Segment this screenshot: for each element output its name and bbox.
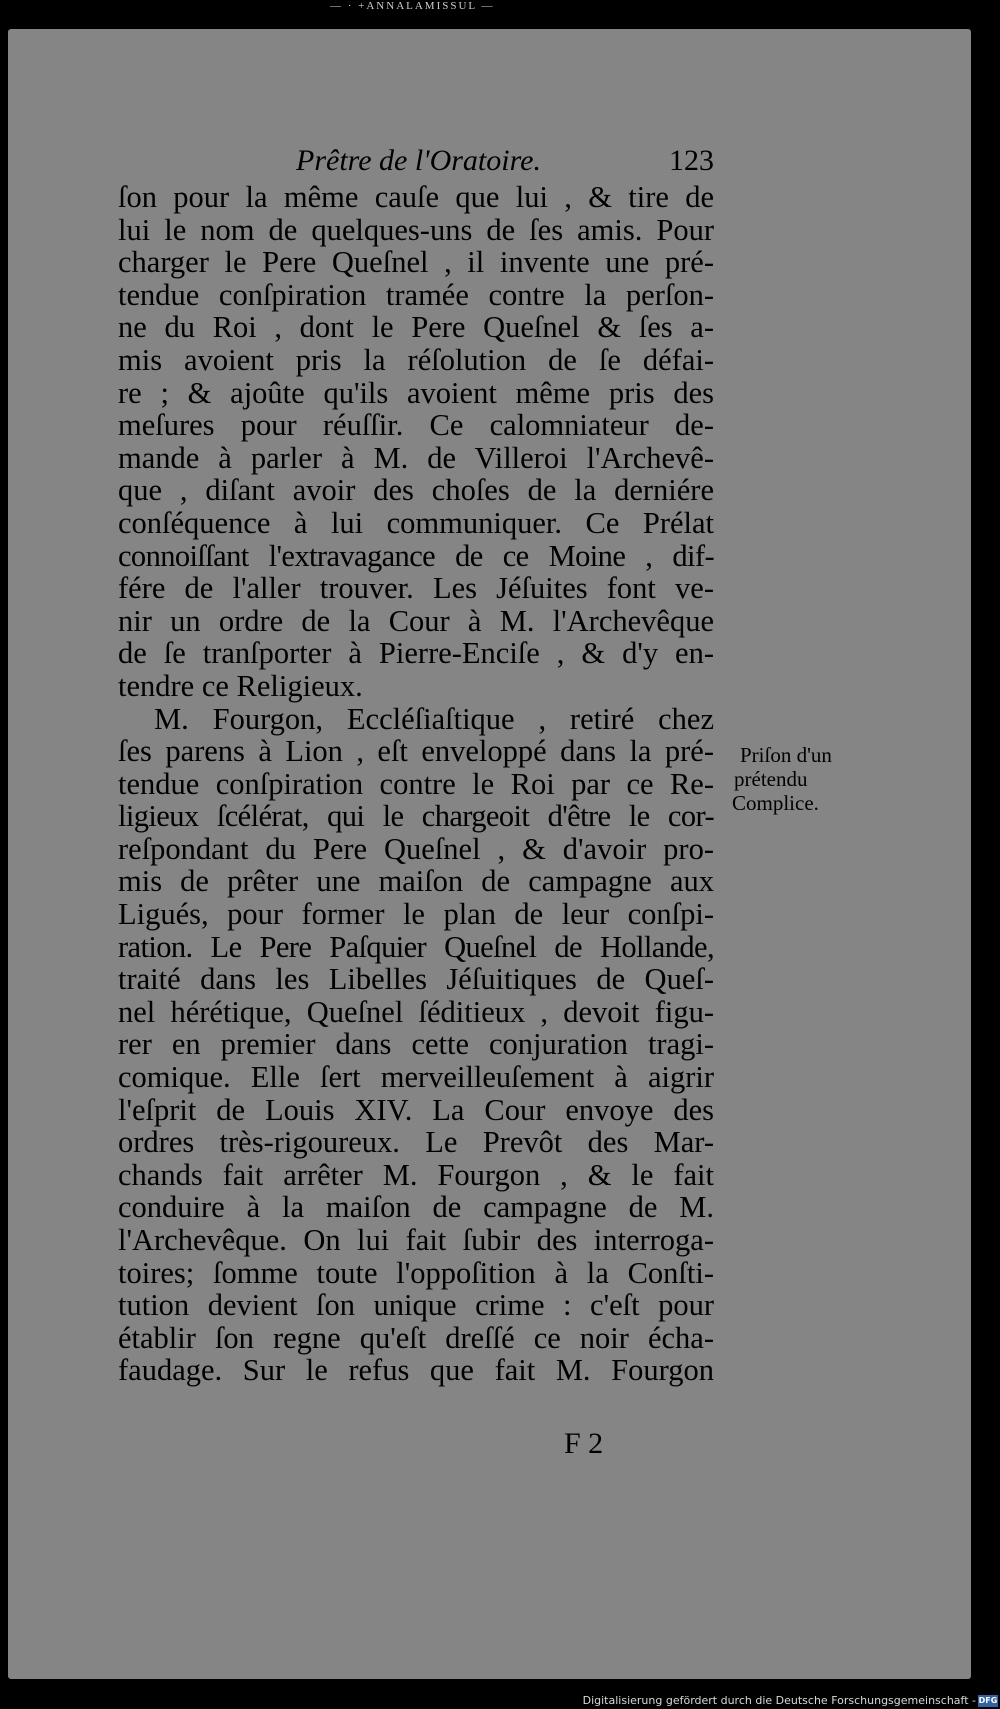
text-line: l'eſprit de Louis XIV. La Cour envoye des	[118, 1092, 714, 1127]
page-number: 123	[669, 144, 714, 177]
dfg-logo: DFG	[978, 1696, 998, 1705]
text-line: chands fait arrêter M. Fourgon , & le fait	[118, 1157, 714, 1192]
signature-mark: F 2	[564, 1427, 604, 1460]
margin-note	[728, 743, 898, 815]
running-head	[118, 144, 714, 180]
text-line: fére de l'aller trouver. Les Jéſuites font ve-	[118, 571, 714, 606]
digitization-credit: Digitalisierung gefördert durch die Deutsche Forschungsgemeinschaft -	[582, 1694, 976, 1707]
margin-note-line: Priſon d'un	[740, 743, 832, 767]
text-line: re ; & ajoûte qu'ils avoient même pris des	[118, 375, 714, 410]
text-line: tendre ce Religieux.	[118, 668, 363, 703]
text-line: ration. Le Pere Paſquier Queſnel de Hollande,	[118, 929, 714, 964]
text-line: faudage. Sur le refus que fait M. Fourgon	[118, 1353, 714, 1388]
text-line: connoiſſant l'extravagance de ce Moine , dif-	[118, 538, 714, 573]
text-line: lui le nom de quelques-uns de ſes amis. Pour	[118, 212, 714, 247]
text-line: de ſe tranſporter à Pierre-Enciſe , & d'y en-	[118, 636, 714, 671]
text-line: M. Fourgon, Eccléſiaſtique , retiré chez	[154, 701, 714, 736]
text-line: toires; ſomme toute l'oppoſition à la Conſti-	[118, 1255, 714, 1290]
running-title: Prêtre de l'Oratoire.	[296, 144, 541, 177]
text-line: comique. Elle ſert merveilleuſement à aigrir	[118, 1060, 714, 1095]
text-line: ne du Roi , dont le Pere Queſnel & ſes a-	[118, 310, 714, 345]
text-line: Ligués, pour former le plan de leur conſpi-	[118, 897, 714, 932]
margin-note-line: Complice.	[732, 791, 819, 815]
text-line: conduire à la maiſon de campagne de M.	[118, 1190, 714, 1225]
text-line: mande à parler à M. de Villeroi l'Archevê-	[118, 440, 714, 475]
text-line: charger le Pere Queſnel , il invente une pré-	[118, 245, 714, 280]
text-line: mis avoient pris la réſolution de ſe défai-	[118, 342, 714, 377]
text-line: ligieux ſcélérat, qui le chargeoit d'être le cor-	[118, 799, 714, 834]
text-line: établir ſon regne qu'eſt dreſſé ce noir écha-	[118, 1320, 714, 1355]
text-line: nel hérétique, Queſnel ſéditieux , devoit figu-	[118, 994, 714, 1029]
text-line: ſes parens à Lion , eſt enveloppé dans la pré-	[118, 734, 714, 769]
text-line: conſéquence à lui communiquer. Ce Prélat	[118, 505, 714, 540]
text-line: reſpondant du Pere Queſnel , & d'avoir pro-	[118, 831, 714, 866]
text-line: l'Archevêque. On lui fait ſubir des interroga-	[118, 1223, 714, 1257]
text-line: que , diſant avoir des choſes de la derniére	[118, 473, 714, 508]
margin-note-line: prétendu	[734, 767, 808, 791]
text-line: ordres très-rigoureux. Le Prevôt des Mar-	[118, 1125, 714, 1160]
body-text	[118, 181, 714, 1387]
text-line: ſon pour la même cauſe que lui , & tire de	[118, 180, 714, 214]
text-line: tution devient ſon unique crime : c'eſt pour	[118, 1288, 714, 1323]
text-line: nir un ordre de la Cour à M. l'Archevêque	[118, 603, 714, 638]
text-line: mis de prêter une maiſon de campagne aux	[118, 864, 714, 899]
text-line: tendue conſpiration tramée contre la perſon-	[118, 277, 714, 312]
text-line: traité dans les Libelles Jéſuitiques de Queſ-	[118, 962, 714, 997]
text-line: meſures pour réuſſir. Ce calomniateur de-	[118, 408, 714, 443]
page-top-scrap: — · +ANNALAMISSUL —	[330, 0, 495, 12]
text-line: tendue conſpiration contre le Roi par ce Re-	[118, 766, 714, 801]
text-line: rer en premier dans cette conjuration tragi-	[118, 1027, 714, 1062]
